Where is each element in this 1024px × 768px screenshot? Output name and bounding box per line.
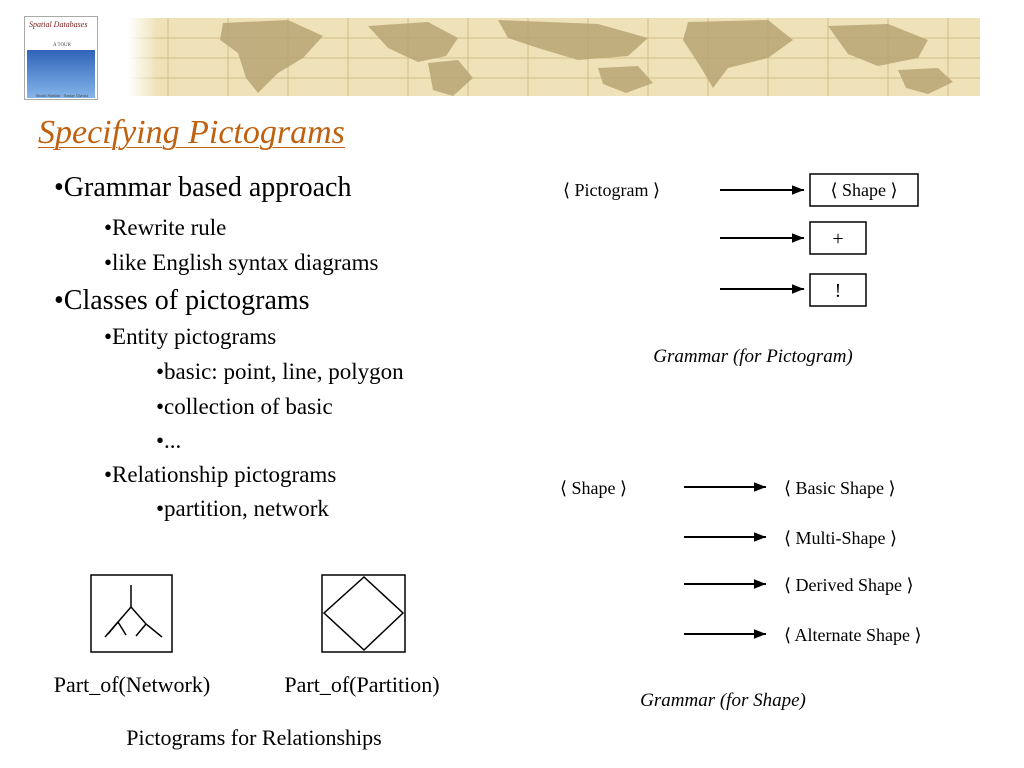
bullet-entity-pictograms: •Entity pictograms	[104, 324, 277, 349]
relationships-caption: Pictograms for Relationships	[126, 725, 382, 750]
bullet-basic: •basic: point, line, polygon	[156, 359, 404, 384]
bullet-ellipsis: •...	[156, 428, 182, 453]
grammar-pictogram-diagram	[563, 174, 918, 367]
pictogram-rhs-bang: !	[834, 280, 842, 302]
shape-rhs-multi: ⟨ Multi-Shape ⟩	[784, 528, 898, 548]
pictogram-lhs: ⟨ Pictogram ⟩	[563, 180, 661, 200]
bullet-syntax-diagrams: •like English syntax diagrams	[104, 250, 379, 275]
partition-label: Part_of(Partition)	[284, 672, 440, 697]
book-authors: Shashi Shekhar · Sanjay Chawla	[35, 93, 89, 98]
slide-title: Specifying Pictograms	[38, 114, 345, 151]
shape-lhs: ⟨ Shape ⟩	[560, 478, 628, 498]
book-subtitle: A TOUR	[52, 43, 71, 48]
bullet-relationship-pictograms: •Relationship pictograms	[104, 462, 337, 487]
partition-pictogram-icon	[322, 575, 405, 652]
shape-grammar-caption: Grammar (for Shape)	[640, 690, 806, 711]
bullet-classes: •Classes of pictograms	[54, 285, 310, 316]
bullet-rewrite-rule: •Rewrite rule	[104, 215, 227, 240]
book-title: Spatial Databases	[29, 20, 88, 29]
bullet-partition-network: •partition, network	[156, 496, 329, 521]
pictogram-rhs-plus: +	[832, 228, 844, 250]
bullet-grammar-approach: •Grammar based approach	[54, 172, 352, 203]
relationship-pictograms	[54, 575, 440, 750]
shape-rhs-derived: ⟨ Derived Shape ⟩	[784, 575, 914, 595]
pictogram-rhs-shape: ⟨ Shape ⟩	[830, 180, 898, 200]
pictogram-grammar-caption: Grammar (for Pictogram)	[653, 346, 853, 367]
shape-rhs-alternate: ⟨ Alternate Shape ⟩	[784, 625, 922, 645]
bullet-collection: •collection of basic	[156, 394, 333, 419]
shape-rhs-basic: ⟨ Basic Shape ⟩	[784, 478, 896, 498]
network-pictogram-icon	[91, 575, 172, 652]
grammar-shape-diagram	[560, 478, 922, 711]
network-label: Part_of(Network)	[53, 672, 211, 697]
